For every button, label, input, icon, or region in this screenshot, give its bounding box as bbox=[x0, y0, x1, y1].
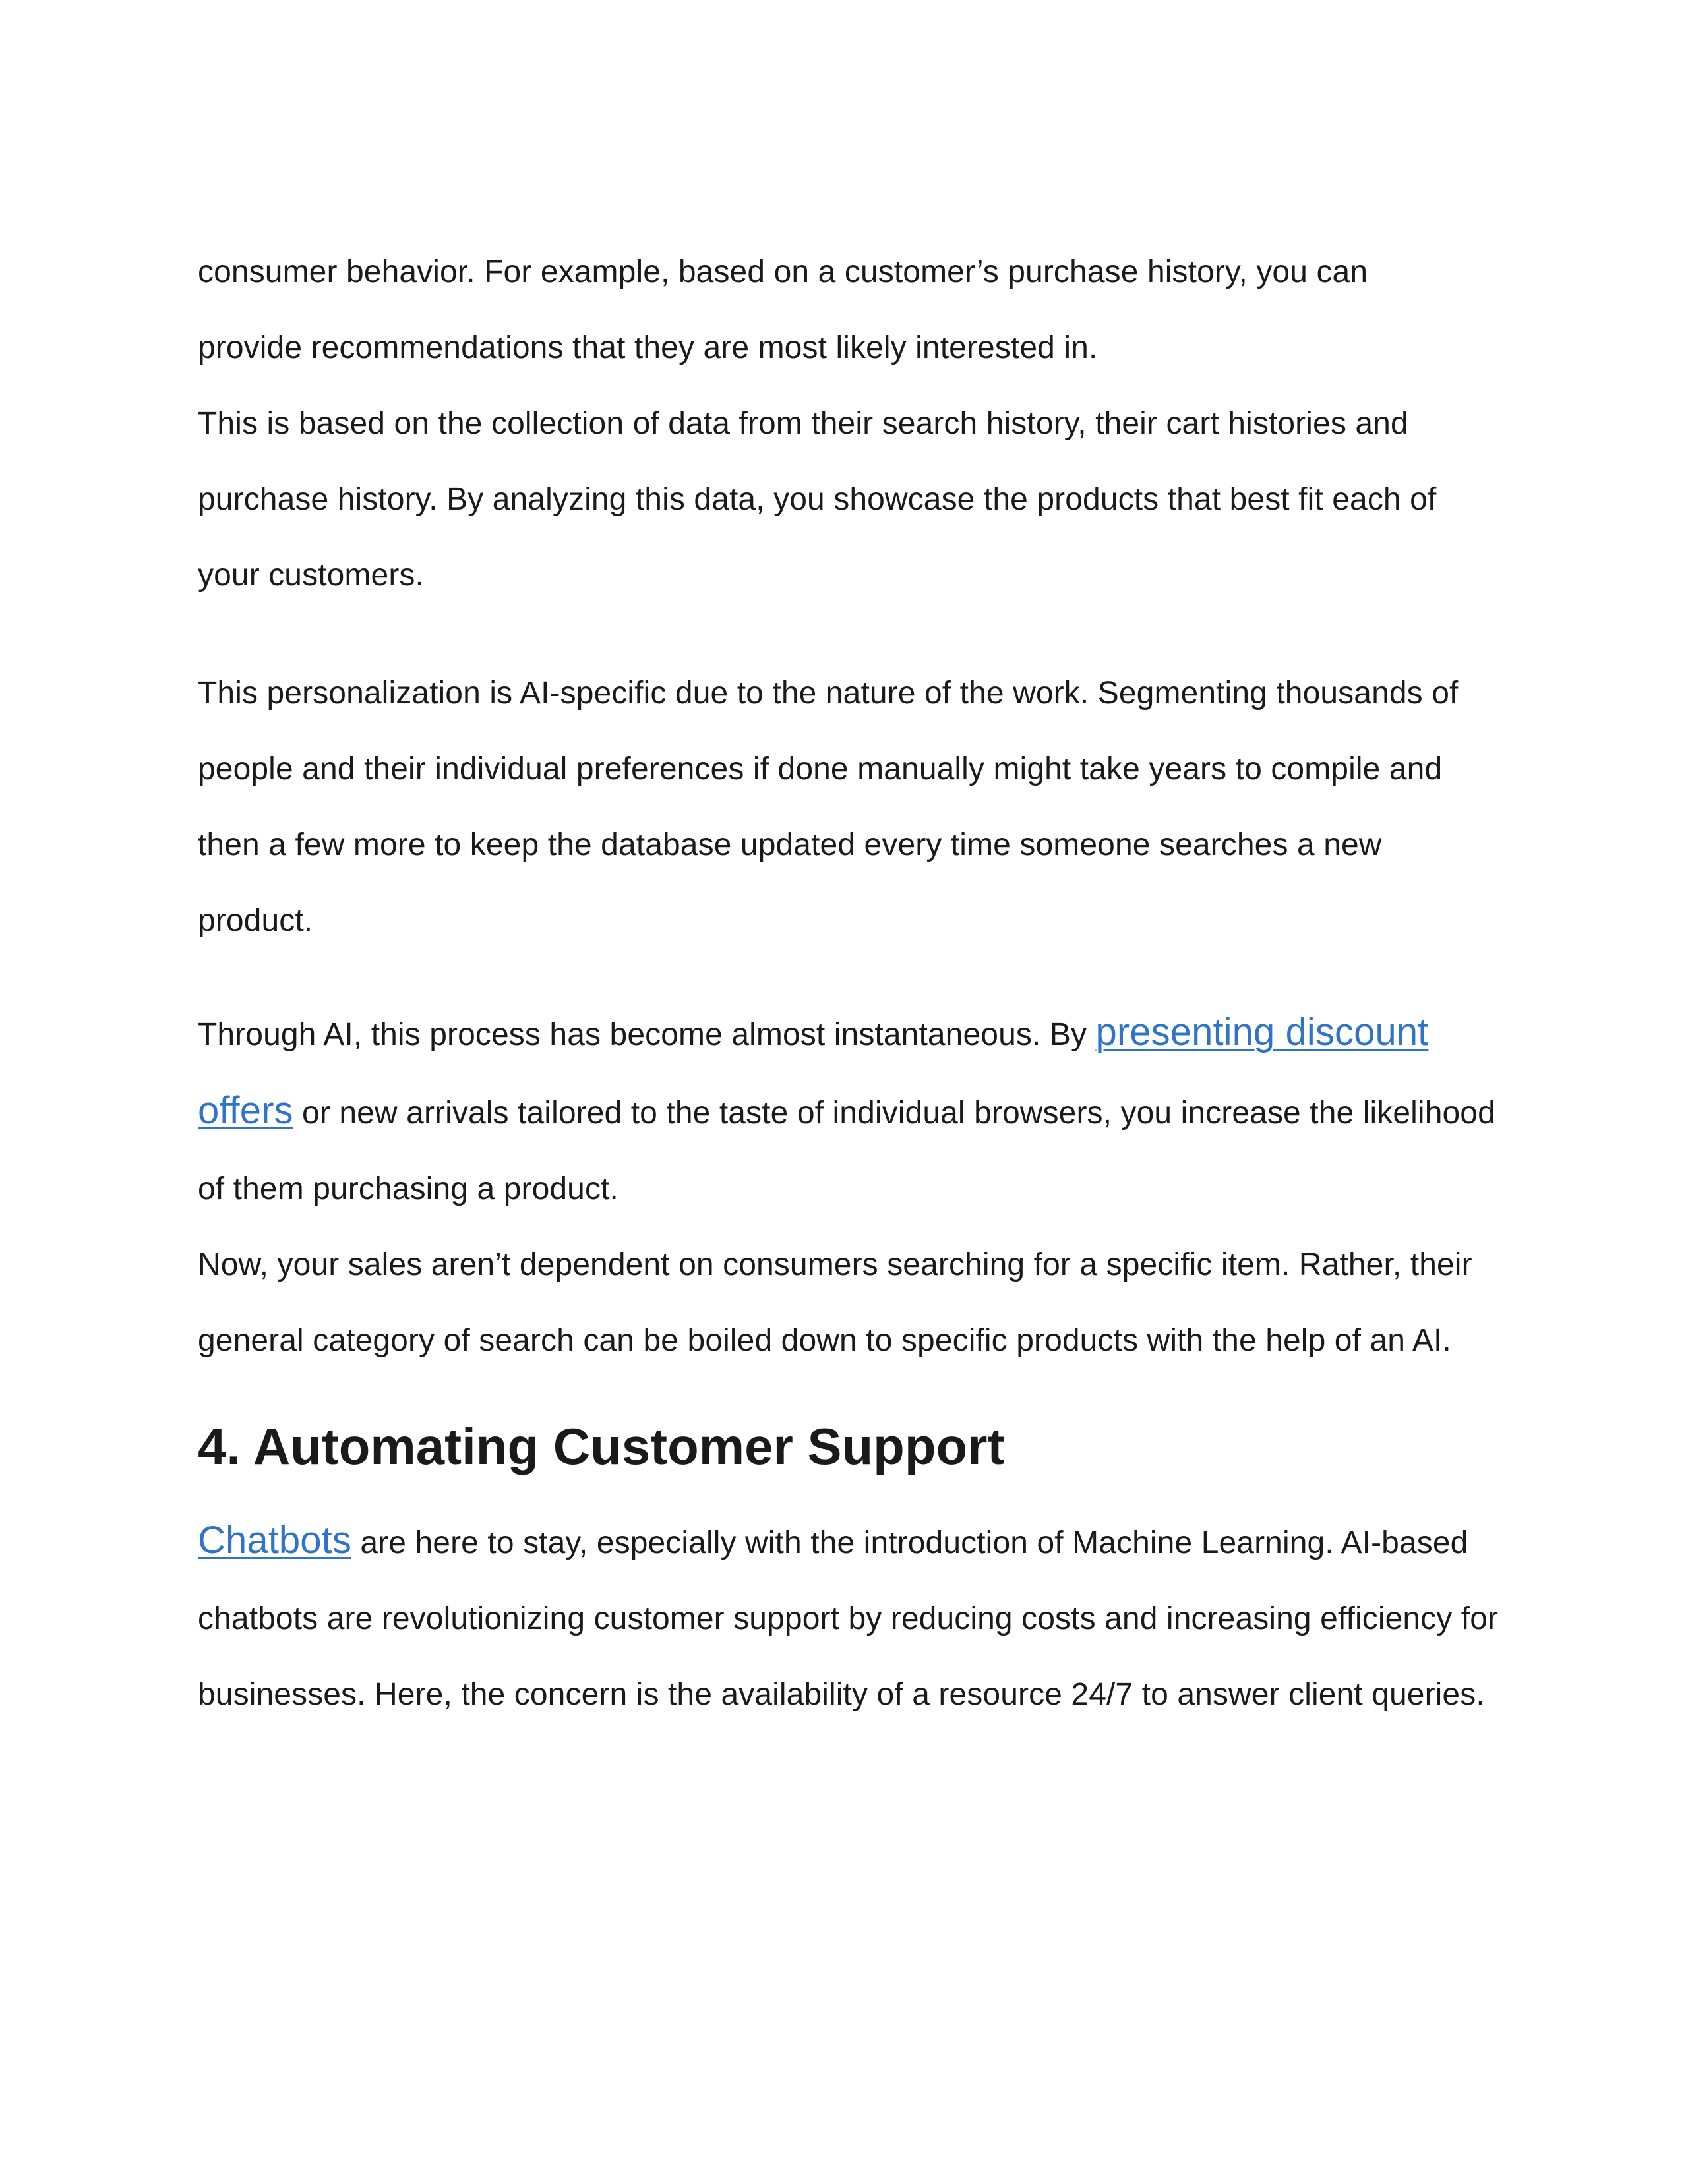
paragraph-consumer-behavior bbox=[198, 234, 1503, 386]
paragraph-chatbots bbox=[198, 1502, 1503, 1732]
presenting-discount-offers-link[interactable]: presenting discount offers bbox=[198, 1011, 1429, 1132]
document-body bbox=[198, 234, 1503, 1732]
paragraph-consumer-behavior-line-1: consumer behavior. For example, based on a customer’s purchase history, you can bbox=[198, 254, 1368, 289]
paragraph-ai-instantaneous bbox=[198, 994, 1503, 1227]
paragraph-chatbots-tail: are here to stay, especially with the introduction of Machine Learning. AI-based chatbots are revolutionizing customer support by reducing costs and increasing efficiency for businesses. Here, the concern is the availability of a resource 24/7 to answer client queries. bbox=[198, 1525, 1499, 1712]
paragraph-personalization: This personalization is AI-specific due to the nature of the work. Segmenting thousands of people and their individual preferences if done manually might take years to compile and then a few more to keep the database updated every time someone searches a new product. bbox=[198, 676, 1459, 938]
paragraph-ai-instantaneous-tail: or new arrivals tailored to the taste of individual browsers, you increase the likelihood of them purchasing a product. bbox=[198, 1096, 1495, 1206]
paragraph-sales-dependence: Now, your sales aren’t dependent on consumers searching for a specific item. Rather, their general category of search can be boiled down to specific products with the help of an AI. bbox=[198, 1247, 1472, 1358]
paragraph-consumer-behavior-line-2: provide recommendations that they are most likely interested in. bbox=[198, 330, 1098, 365]
paragraph-ai-instantaneous-lead: Through AI, this process has become almost instantaneous. By bbox=[198, 1017, 1096, 1052]
chatbots-link[interactable]: Chatbots bbox=[198, 1519, 351, 1562]
paragraph-data-collection: This is based on the collection of data from their search history, their cart histories and purchase history. By analyzing this data, you showcase the products that best fit each of your customers. bbox=[198, 406, 1437, 593]
section-heading: 4. Automating Customer Support bbox=[198, 1417, 1005, 1475]
